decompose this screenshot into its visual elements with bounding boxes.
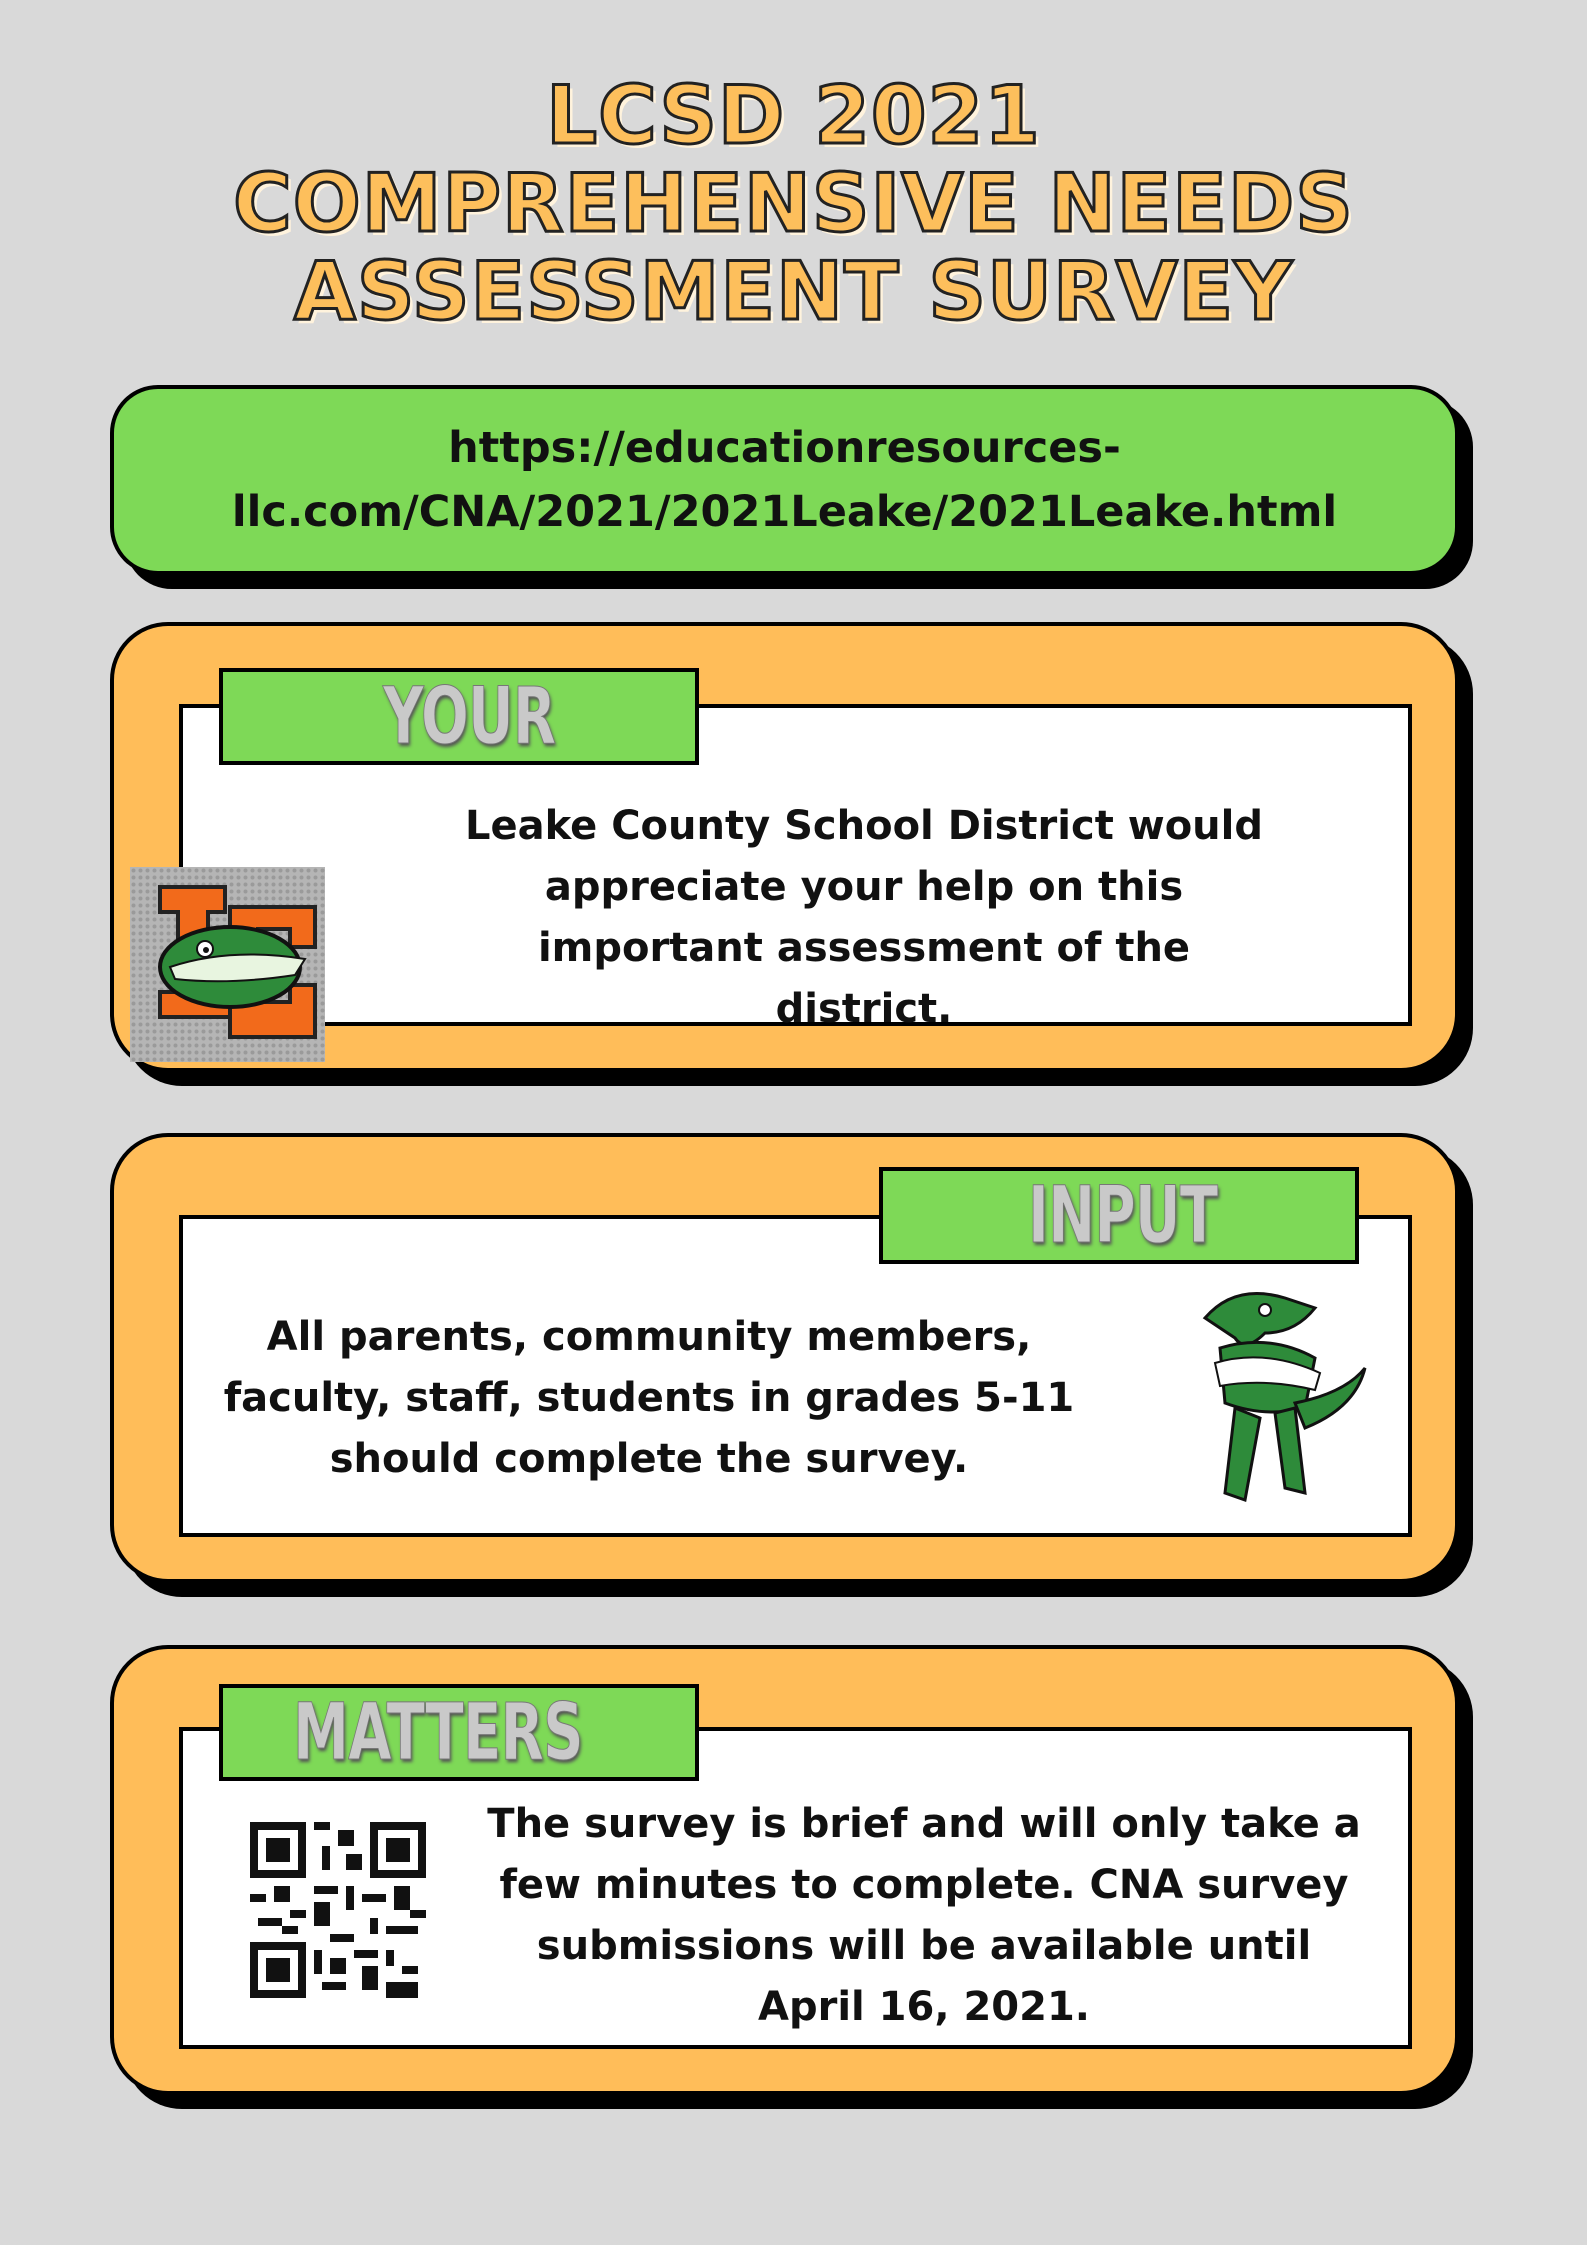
section-your-text: Leake County School District would appreciate your help on this important assessment of the district. <box>465 803 1263 1032</box>
title-line-3: ASSESSMENT SURVEY <box>293 245 1294 338</box>
tab-matters <box>219 1684 699 1781</box>
title-line-2: COMPREHENSIVE NEEDS <box>233 157 1354 250</box>
lc-gator-logo-icon <box>130 867 325 1062</box>
tab-input-label: INPUT <box>1028 1170 1218 1261</box>
tab-your <box>219 668 699 765</box>
qr-code-icon[interactable] <box>250 1822 426 1998</box>
section-input-text: All parents, community members, faculty, staff, students in grades 5-11 should complete the survey. <box>223 1314 1075 1482</box>
section-matters-text: The survey is brief and will only take a few minutes to complete. CNA survey submissions will be available until April 16, 2021. <box>487 1801 1361 2030</box>
survey-url-link[interactable]: https://educationresources-llc.com/CNA/2021/2021Leake/2021Leake.html <box>231 423 1338 537</box>
page-title <box>0 69 1587 338</box>
title-line-1: LCSD 2021 <box>546 69 1041 162</box>
gator-mascot-icon <box>1165 1278 1375 1530</box>
tab-matters-label: MATTERS <box>293 1687 583 1778</box>
tab-your-label: YOUR <box>383 671 556 762</box>
tab-input <box>879 1167 1359 1264</box>
survey-url-banner[interactable] <box>110 385 1459 575</box>
